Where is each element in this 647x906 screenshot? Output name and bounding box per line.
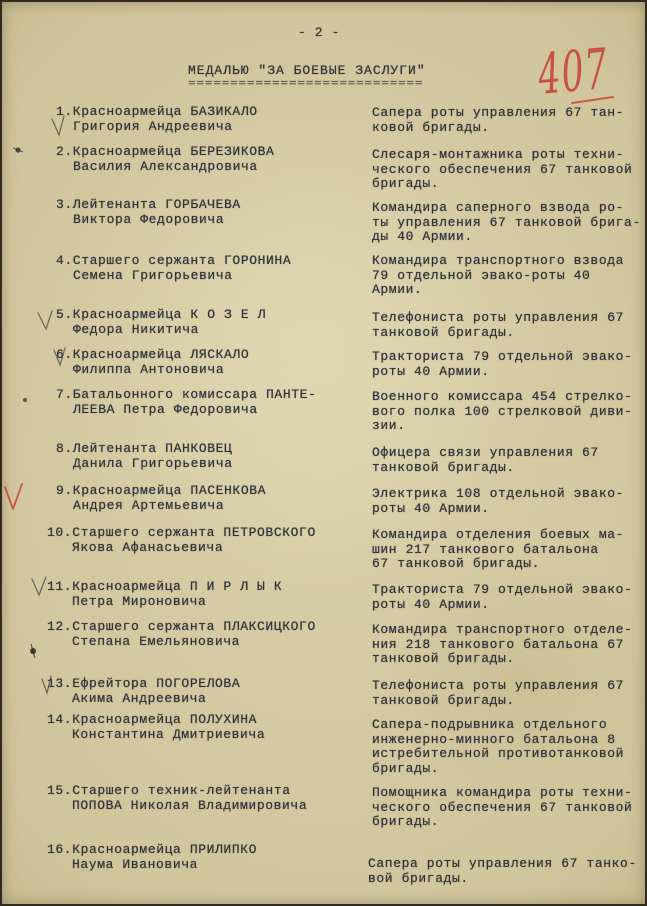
service-description (372, 106, 624, 135)
service-description-line: бригады. (372, 176, 440, 191)
award-entry-13 (0, 676, 647, 708)
service-description-line: танковой бригады. (372, 692, 515, 708)
service-description-line: роты 40 Армии. (372, 363, 490, 379)
service-description-line: ды 40 Армии. (372, 229, 473, 244)
award-entry-12 (0, 619, 647, 666)
service-description (372, 350, 632, 379)
award-entry-9 (0, 483, 647, 516)
service-description-line: танковой бригады. (372, 324, 515, 340)
recipient-name-line: 1.Красноармейца БАЗИКАЛО (56, 104, 258, 119)
award-entry-7 (0, 387, 647, 433)
recipient-name (56, 105, 258, 134)
service-description-line: роты 40 Армии. (372, 500, 490, 516)
service-description (372, 487, 624, 516)
recipient-name (56, 198, 241, 227)
service-description (372, 254, 624, 298)
recipient-name (47, 677, 240, 706)
recipient-name-line: Константина Дмитриевича (72, 726, 266, 742)
service-description-line: Командира транспортного отделе- (372, 622, 633, 637)
service-description-line: Сапера роты управления 67 танко- (368, 856, 637, 871)
recipient-name-line: Петра Мироновича (72, 593, 207, 609)
service-description (372, 583, 632, 612)
recipient-name-line: Якова Афанасьевича (72, 539, 224, 555)
recipient-name-line: Григория Андреевича (73, 118, 233, 134)
recipient-name (47, 713, 265, 742)
service-description-line: 79 отдельной эвако-роты 40 (372, 267, 591, 283)
award-entry-4 (0, 253, 647, 297)
service-description-line: Командира отделения боевых ма- (372, 527, 625, 542)
service-description-line: Командира транспортного взвода (372, 253, 625, 268)
service-description (372, 786, 632, 830)
recipient-name-line: Семена Григорьевича (73, 267, 233, 283)
service-description-line: танковой бригады. (372, 651, 515, 666)
award-entry-16 (0, 842, 647, 886)
recipient-name-line: 7.Батальонного комиссара ПАНТЕ- (56, 387, 317, 402)
page-number: - 2 - (298, 25, 341, 40)
service-description-line: зии. (372, 418, 406, 433)
pencil-dot-icon (30, 644, 36, 658)
pencil-dot-icon (13, 147, 23, 152)
recipient-name-line: Виктора Федоровича (73, 211, 225, 227)
award-entry-5 (0, 307, 647, 340)
service-description-line: ческого обеспечения 67 танковой (372, 799, 633, 815)
recipient-name-line: 12.Старшего сержанта ПЛАКСИЦКОГО (47, 619, 316, 634)
recipient-name-line: Филиппа Антоновича (73, 361, 225, 377)
award-entry-15 (0, 783, 647, 829)
recipient-name-line: Данила Григорьевича (73, 455, 233, 471)
recipient-name-line: Федора Никитича (73, 321, 200, 337)
service-description-line: ния 218 танкового батальона 67 (372, 636, 625, 652)
service-description (368, 857, 637, 886)
service-description-line: 67 танковой бригады. (372, 556, 541, 571)
service-description-line: Сапера роты управления 67 тан- (372, 105, 625, 120)
recipient-name (56, 308, 266, 337)
recipient-name-line: 15.Старшего техник-лейтенанта (47, 783, 291, 798)
recipient-name-line: 5.Красноармейца К О З Е Л (56, 307, 267, 322)
award-entry-3 (0, 197, 647, 244)
service-description (372, 679, 624, 708)
recipient-name-line: 8.Лейтенанта ПАНКОВЕЦ (56, 441, 233, 456)
red-check-icon (5, 484, 22, 509)
award-entry-1 (0, 104, 647, 135)
service-description-line: инженерно-минного батальона 8 (372, 731, 616, 747)
recipient-name (56, 145, 274, 174)
service-description-line: ковой бригады. (372, 119, 490, 135)
service-description-line: Электрика 108 отдельной эвако- (372, 486, 625, 501)
service-description-line: Тракториста 79 отдельной эвако- (372, 349, 633, 364)
service-description-line: вой бригады. (368, 870, 469, 886)
service-description-line: Телефониста роты управления 67 (372, 310, 625, 325)
recipient-name-line: Наума Ивановича (72, 856, 199, 872)
recipient-name (47, 620, 316, 649)
recipient-name (56, 484, 266, 513)
service-description-line: Военного комиссара 454 стрелко- (372, 389, 633, 404)
recipient-name (47, 843, 257, 872)
service-description-line: бригады. (372, 760, 440, 776)
recipient-name-line: 11.Красноармейца П И Р Л Ы К (47, 579, 283, 594)
recipient-name (47, 526, 316, 555)
service-description-line: Помощника командира роты техни- (372, 785, 633, 800)
service-description-line: Командира саперного взвода ро- (372, 200, 625, 215)
service-description-line: Сапера-подрывника отдельного (372, 717, 608, 732)
recipient-name-line: 9.Красноармейца ПАСЕНКОВА (56, 483, 267, 498)
service-description-line: Армии. (372, 282, 423, 297)
service-description-line: танковой бригады. (372, 459, 515, 475)
recipient-name (47, 580, 282, 609)
service-description-line: бригады. (372, 814, 440, 829)
service-description (372, 148, 632, 192)
recipient-name-line: Степана Емельяновича (72, 633, 241, 649)
recipient-name-line: ЛЕЕВА Петра Федоровича (73, 401, 258, 417)
pencil-dot-icon (23, 398, 27, 402)
recipient-name (56, 442, 233, 471)
recipient-name-line: Василия Александровича (73, 158, 258, 174)
document-title: МЕДАЛЬЮ "ЗА БОЕВЫЕ ЗАСЛУГИ" (188, 63, 426, 78)
service-description-line: Офицера связи управления 67 (372, 445, 599, 460)
service-description-line: роты 40 Армии. (372, 596, 490, 612)
service-description-line: Слесаря-монтажника роты техни- (372, 147, 625, 162)
recipient-name-line: 10.Старшего сержанта ПЕТРОВСКОГО (47, 525, 316, 540)
service-description (372, 446, 599, 475)
recipient-name-line: Андрея Артемьевича (73, 497, 225, 513)
service-description-line: Телефониста роты управления 67 (372, 678, 625, 693)
award-entry-11 (0, 579, 647, 612)
service-description-line: ты управления 67 танковой брига- (372, 214, 641, 230)
recipient-name-line: Акима Андреевича (72, 690, 207, 706)
pencil-check-icon (38, 311, 52, 329)
service-description-line: вого полка 100 стрелковой диви- (372, 403, 633, 419)
recipient-name (56, 388, 316, 417)
award-entry-8 (0, 441, 647, 475)
service-description (372, 390, 632, 434)
service-description-line: Тракториста 79 отдельной эвако- (372, 582, 633, 597)
recipient-name-line: ПОПОВА Николая Владимировича (72, 797, 308, 813)
recipient-name-line: 14.Красноармейца ПОЛУХИНА (47, 712, 258, 727)
service-description (372, 718, 624, 776)
service-description-line: ческого обеспечения 67 танковой (372, 161, 633, 177)
service-description (372, 311, 624, 340)
award-entry-10 (0, 525, 647, 571)
recipient-name (47, 784, 307, 813)
recipient-name (56, 254, 291, 283)
award-entry-2 (0, 144, 647, 191)
service-description (372, 623, 632, 667)
service-description (372, 201, 641, 245)
recipient-name-line: 4.Старшего сержанта ГОРОНИНА (56, 253, 292, 268)
recipient-name-line: 2.Красноармейца БЕРЕЗИКОВА (56, 144, 275, 159)
service-description-line: истребительной противотанковой (372, 746, 625, 761)
recipient-name-line: 3.Лейтенанта ГОРБАЧЕВА (56, 197, 241, 212)
recipient-name-line: 16.Красноармейца ПРИЛИПКО (47, 842, 258, 857)
recipient-name (56, 348, 249, 377)
recipient-name-line: 13.Ефрейтора ПОГОРЕЛОВА (47, 676, 241, 691)
award-entry-6 (0, 347, 647, 379)
service-description (372, 528, 624, 572)
award-entry-14 (0, 712, 647, 776)
handwritten-sheet-number: 407 (535, 36, 611, 108)
service-description-line: шин 217 танкового батальона (372, 541, 599, 557)
recipient-name-line: 6.Красноармейца ЛЯСКАЛО (56, 347, 250, 362)
title-underline: ============================ (188, 78, 424, 89)
